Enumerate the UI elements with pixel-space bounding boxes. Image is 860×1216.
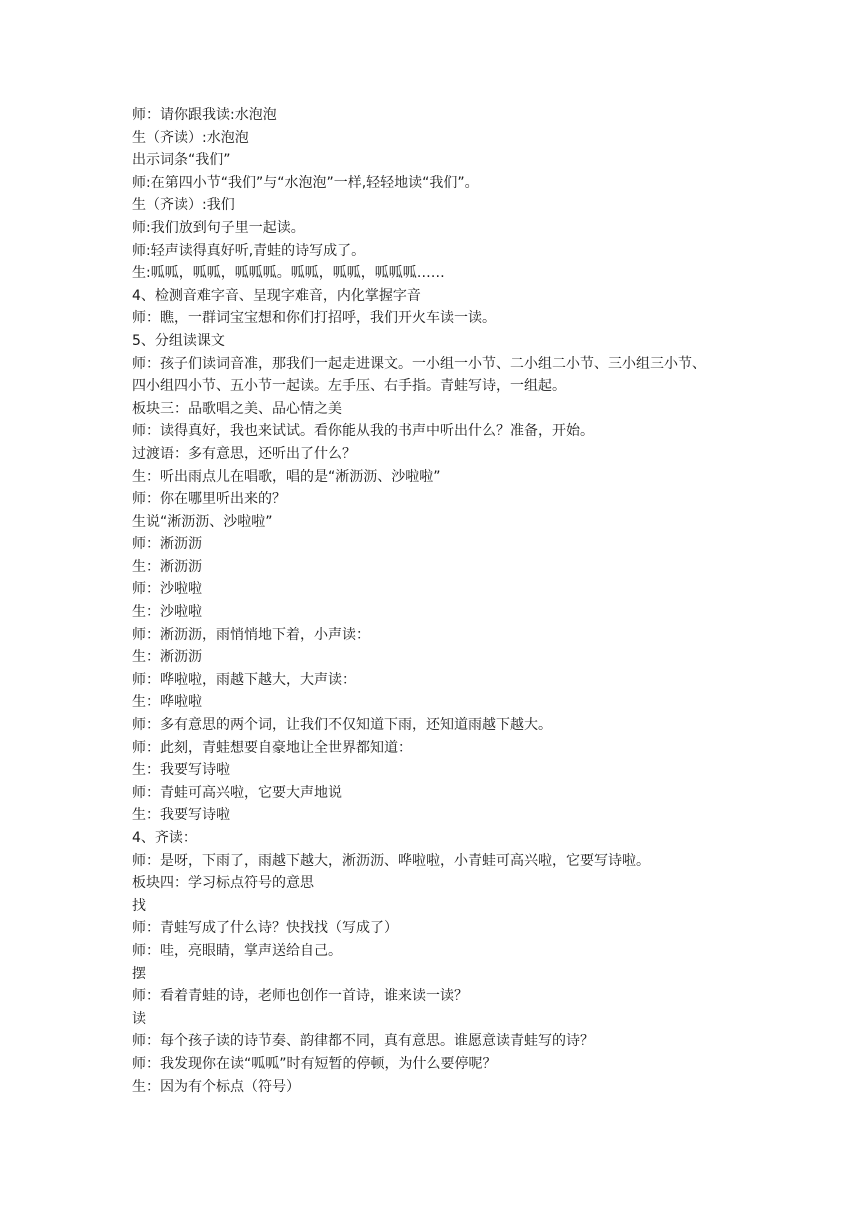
text-line: 师：此刻，青蛙想要自豪地让全世界都知道： <box>132 739 412 756</box>
text-line: 找 <box>132 897 146 914</box>
text-line: 四小组四小节、五小节一起读。左手压、右手指。青蛙写诗，一组起。 <box>132 378 566 395</box>
text-line: 师：青蛙写成了什么诗？快找找（写成了） <box>132 920 398 937</box>
text-line: 师:在第四小节“我们”与“水泡泡”一样,轻轻地读“我们”。 <box>132 174 479 191</box>
text-line: 师：哗啦啦，雨越下越大，大声读： <box>132 671 356 688</box>
text-line: 生说“淅沥沥、沙啦啦” <box>132 513 273 530</box>
text-line: 师：你在哪里听出来的？ <box>132 491 286 508</box>
text-line: 师：孩子们读词音准，那我们一起走进课文。一小组一小节、二小组二小节、三小组三小节、 <box>132 355 706 372</box>
text-line: 生:呱呱，呱呱，呱呱呱。呱呱，呱呱，呱呱呱…… <box>132 265 445 282</box>
text-line: 生：听出雨点儿在唱歌，唱的是“淅沥沥、沙啦啦” <box>132 468 441 485</box>
text-line: 师：每个孩子读的诗节奏、韵律都不同，真有意思。谁愿意读青蛙写的诗？ <box>132 1033 594 1050</box>
text-line: 师：看着青蛙的诗，老师也创作一首诗，谁来读一读？ <box>132 988 468 1005</box>
text-line: 读 <box>132 1010 146 1027</box>
section-heading: 5、分组读课文 <box>132 332 225 349</box>
text-line: 师：多有意思的两个词，让我们不仅知道下雨，还知道雨越下越大。 <box>132 717 552 734</box>
text-line: 生：我要写诗啦 <box>132 807 230 824</box>
section-heading: 板块三：品歌唱之美、品心情之美 <box>132 400 342 417</box>
document-body <box>132 104 732 1098</box>
text-line: 生（齐读）:水泡泡 <box>132 129 249 146</box>
text-line: 生：沙啦啦 <box>132 604 202 621</box>
text-line: 师:轻声读得真好听,青蛙的诗写成了。 <box>132 242 366 259</box>
text-line: 生：哗啦啦 <box>132 694 202 711</box>
text-line: 师：瞧，一群词宝宝想和你们打招呼，我们开火车读一读。 <box>132 310 496 327</box>
text-line: 师：淅沥沥，雨悄悄地下着，小声读： <box>132 626 370 643</box>
text-line: 师：读得真好，我也来试试。看你能从我的书声中听出什么？准备，开始。 <box>132 423 594 440</box>
section-heading: 4、齐读： <box>132 830 197 846</box>
text-line: 师：青蛙可高兴啦，它要大声地说 <box>132 784 342 801</box>
text-line: 生（齐读）:我们 <box>132 197 235 214</box>
text-line: 师：请你跟我读:水泡泡 <box>132 107 277 123</box>
text-line: 生：淅沥沥 <box>132 558 202 575</box>
text-line: 过渡语：多有意思，还听出了什么？ <box>132 445 356 462</box>
text-line: 摆 <box>132 965 146 982</box>
text-line: 生：淅沥沥 <box>132 649 202 666</box>
text-line: 师：哇，亮眼睛，掌声送给自己。 <box>132 942 342 959</box>
text-line: 师：淅沥沥 <box>132 536 202 553</box>
text-line: 出示词条“我们” <box>132 152 231 169</box>
text-line: 师:我们放到句子里一起读。 <box>132 219 305 236</box>
section-heading: 4、检测音难字音、呈现字难音，内化掌握字音 <box>132 287 421 304</box>
text-line: 师：我发现你在读“呱呱”时有短暂的停顿，为什么要停呢？ <box>132 1055 497 1072</box>
text-line: 师：沙啦啦 <box>132 581 202 598</box>
section-heading: 板块四：学习标点符号的意思 <box>132 875 314 892</box>
text-line: 生：因为有个标点（符号） <box>132 1078 300 1095</box>
text-line: 师：是呀，下雨了，雨越下越大，淅沥沥、哗啦啦，小青蛙可高兴啦，它要写诗啦。 <box>132 852 650 869</box>
text-line: 生：我要写诗啦 <box>132 762 230 779</box>
